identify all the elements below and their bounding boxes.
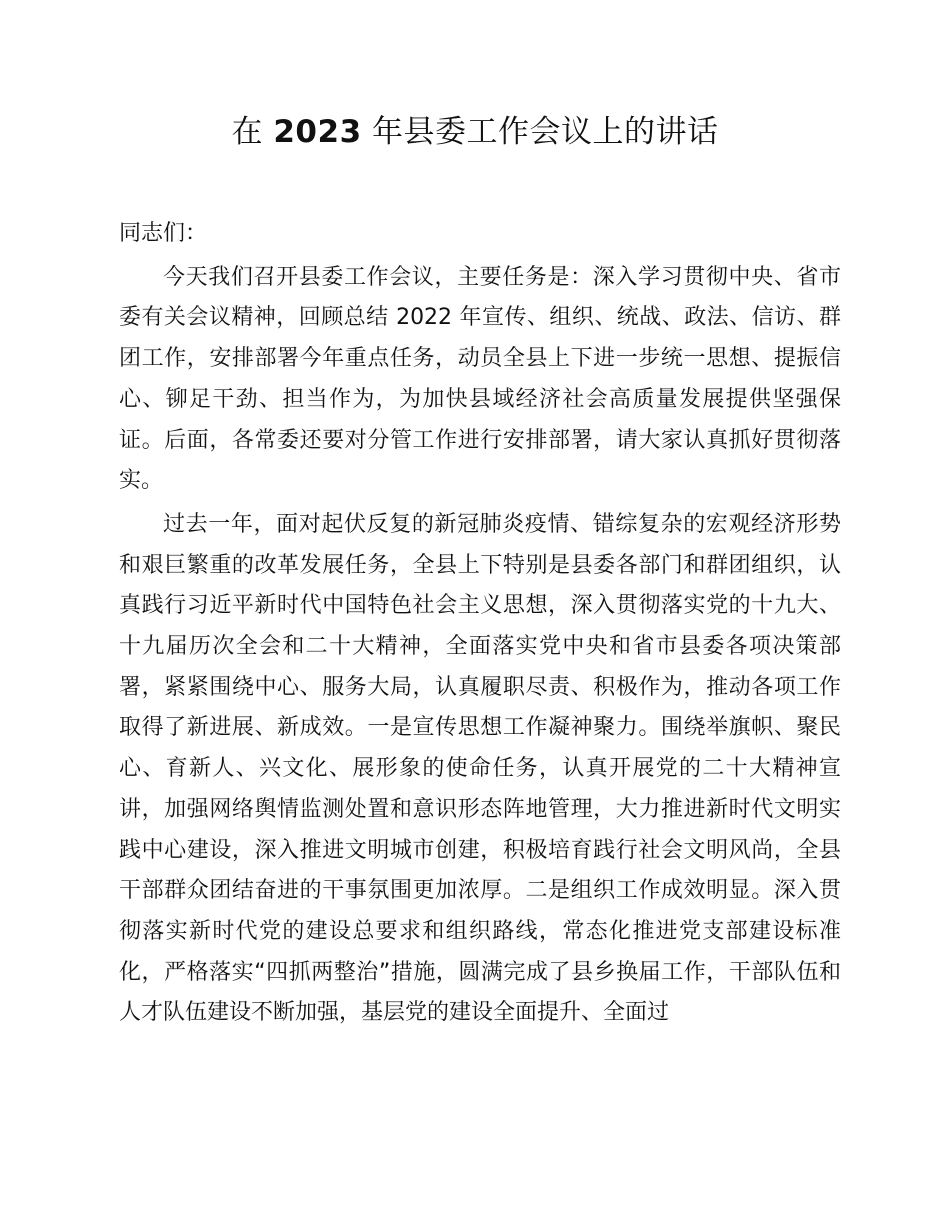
paragraph-opening: 今天我们召开县委工作会议，主要任务是：深入学习贯彻中央、省市委有关会议精神，回顾总结 2022 年宣传、组织、统战、政法、信访、群团工作，安排部署今年重点任务，动员全县上下进一步统一思想、提振信心、铆足干劲、担当作为，为加快县域经济社会高质量发展提供坚强保证。后面，各常委还要对分管工作进行安排部署，请大家认真抓好贯彻落实。 [119,264,841,494]
document-title [0,110,950,154]
salutation: 同志们： [119,221,208,246]
title-suffix: 年县委工作会议上的讲话 [361,114,719,150]
title-year: 2023 [273,114,362,150]
paragraph-review: 过去一年，面对起伏反复的新冠肺炎疫情、错综复杂的宏观经济形势和艰巨繁重的改革发展任务，全县上下特别是县委各部门和群团组织，认真践行习近平新时代中国特色社会主义思想，深入贯彻落实党的十九大、十九届历次全会和二十大精神，全面落实党中央和省市县委各项决策部署，紧紧围绕中心、服务大局，认真履职尽责、积极作为，推动各项工作取得了新进展、新成效。一是宣传思想工作凝神聚力。围绕举旗帜、聚民心、育新人、兴文化、展形象的使命任务，认真开展党的二十大精神宣讲，加强网络舆情监测处置和意识形态阵地管理，大力推进新时代文明实践中心建设，深入推进文明城市创建，积极培育践行社会文明风尚，全县干部群众团结奋进的干事氛围更加浓厚。二是组织工作成效明显。深入贯彻落实新时代党的建设总要求和组织路线，常态化推进党支部建设标准化，严格落实“四抓两整治”措施，圆满完成了县乡换届工作，干部队伍和人才队伍建设不断加强，基层党的建设全面提升、全面过 [119,511,841,1026]
document-body [119,214,841,1037]
title-prefix: 在 [231,114,274,150]
